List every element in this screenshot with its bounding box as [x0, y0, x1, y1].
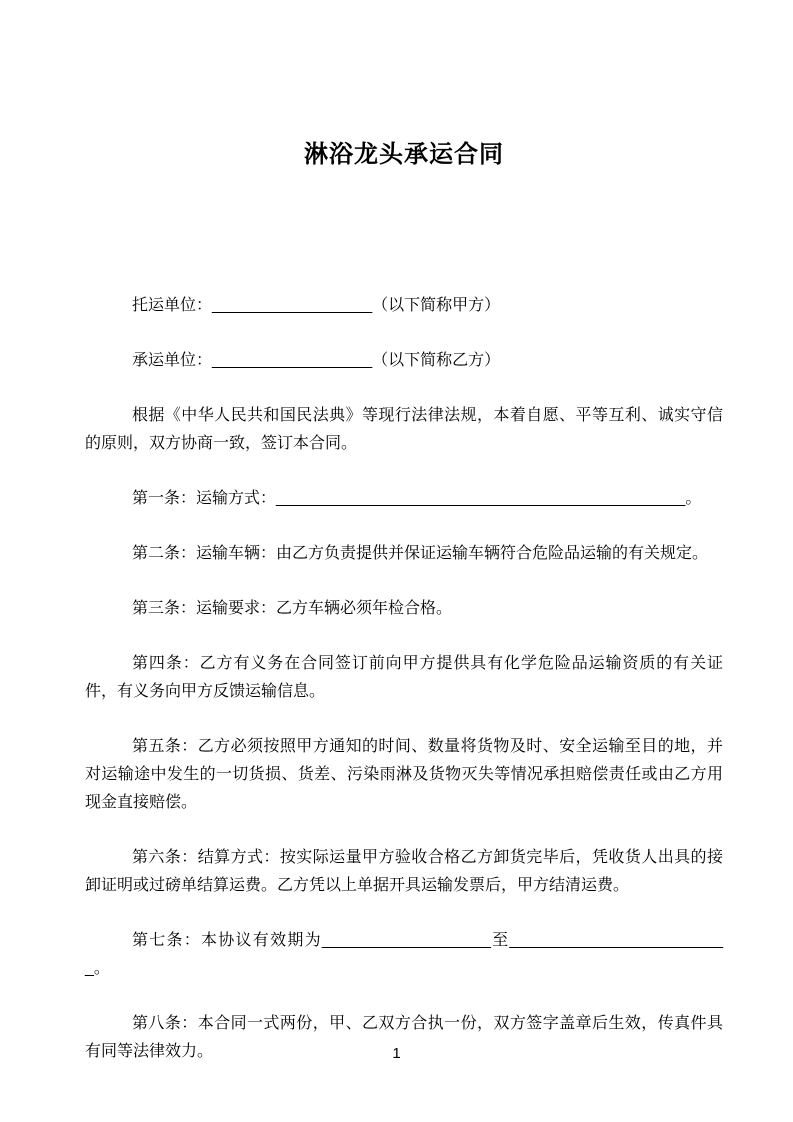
clause-1-transport-mode: 第一条：运输方式：______________________________________________。: [132, 490, 702, 507]
party-carrier-line: 承运单位：__________________（以下简称乙方）: [132, 352, 501, 369]
document-title: 淋浴龙头承运合同: [304, 141, 504, 168]
clause-5-liability: 第五条：乙方必须按照甲方通知的时间、数量将货物及时、安全运输至目的地，并对运输途中发生的一切货损、货差、污染雨淋及货物灭失等情况承担赔偿责任或由乙方用现金直接赔偿。: [85, 738, 723, 811]
page-number: 1: [392, 1045, 401, 1062]
clause-7-validity-period: 第七条：本协议有效期为___________________至_________________________。: [85, 932, 723, 977]
party-shipper-line: 托运单位：__________________（以下简称甲方）: [132, 297, 501, 314]
clause-8-copies-effect: 第八条：本合同一式两份，甲、乙双方合执一份，双方签字盖章后生效，传真件具有同等法律效力。: [85, 1015, 723, 1060]
clause-2-transport-vehicle: 第二条：运输车辆：由乙方负责提供并保证运输车辆符合危险品运输的有关规定。: [132, 545, 709, 562]
clause-4-qualification: 第四条：乙方有义务在合同签订前向甲方提供具有化学危险品运输资质的有关证件，有义务向甲方反馈运输信息。: [85, 655, 723, 700]
preamble-paragraph: 根据《中华人民共和国民法典》等现行法律法规，本着自愿、平等互利、诚实守信的原则，双方协商一致，签订本合同。: [85, 407, 723, 452]
clause-3-transport-requirement: 第三条：运输要求：乙方车辆必须年检合格。: [132, 600, 453, 617]
clause-6-settlement: 第六条：结算方式：按实际运量甲方验收合格乙方卸货完毕后，凭收货人出具的接卸证明或过磅单结算运费。乙方凭以上单据开具运输发票后，甲方结清运费。: [85, 849, 723, 894]
